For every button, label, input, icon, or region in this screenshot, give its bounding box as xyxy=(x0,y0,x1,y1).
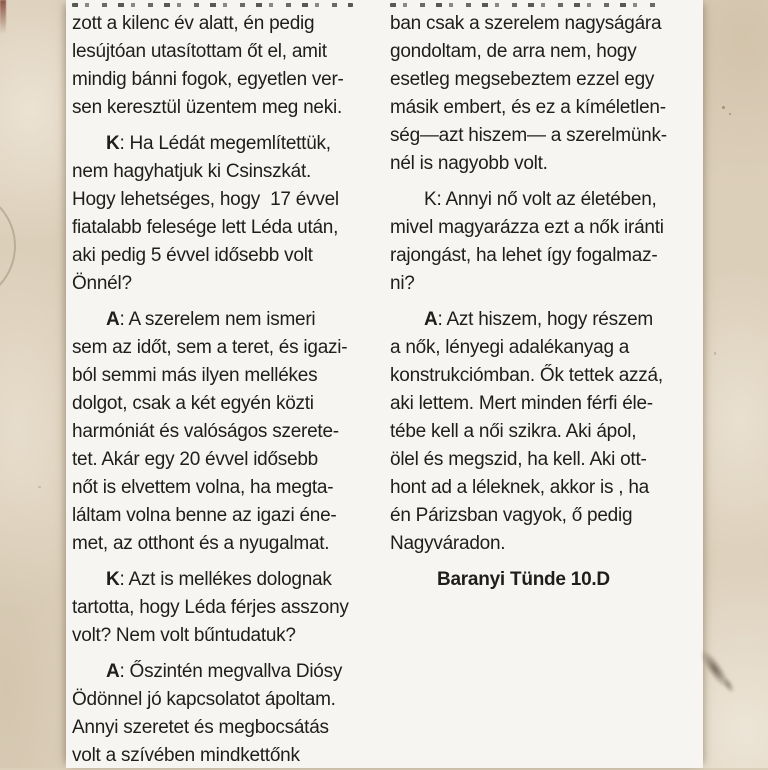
text-line: sem az időt, sem a teret, és igazi- xyxy=(72,337,348,358)
text-line: láltam volna benne az igazi éne- xyxy=(72,505,337,526)
paragraph xyxy=(390,306,700,558)
text-line: aki pedig 5 évvel idősebb volt xyxy=(72,245,313,266)
text-column-left xyxy=(72,0,366,768)
text-line: tébe kell a női szikra. Aki ápol, xyxy=(390,421,637,442)
paper-speck xyxy=(729,113,731,115)
speaker-label: A xyxy=(424,309,438,330)
speaker-label: K xyxy=(106,133,120,154)
text-line: ni? xyxy=(390,273,415,294)
document-page xyxy=(66,0,703,768)
paper-ink-smudge-tail xyxy=(720,675,737,695)
text-line: dolgot, csak a két egyén közti xyxy=(72,393,314,414)
text-line: volt? Nem volt bűntudatuk? xyxy=(72,625,296,646)
speaker-label: K xyxy=(424,189,437,210)
text-line: Baranyi Tünde 10.D xyxy=(437,569,610,590)
text-line: ölel és megszid, ha kell. Aki ott- xyxy=(390,449,647,470)
paragraph xyxy=(72,566,366,650)
text-line: ban csak a szerelem nagyságára xyxy=(390,13,662,34)
text-line: lesújtóan utasítottam őt el, amit xyxy=(72,41,327,62)
text-line: nem hagyhatjuk ki Csinszkát. xyxy=(72,161,312,182)
text-line: én Párizsban vagyok, ő pedig xyxy=(390,505,633,526)
paper-speck xyxy=(714,352,716,355)
text-line: A: Őszintén megvallva Diósy xyxy=(106,661,343,682)
text-line: fiatalabb felesége lett Léda után, xyxy=(72,217,339,238)
text-column-right xyxy=(390,0,700,768)
text-line: nél is nagyobb volt. xyxy=(390,153,548,174)
text-line: mindig bánni fogok, egyetlen ver- xyxy=(72,69,344,90)
text-line: K: Ha Lédát megemlítettük, xyxy=(106,133,331,154)
clipped-top-line-remnant xyxy=(72,3,353,7)
paragraph xyxy=(72,10,366,122)
text-line: met, az otthont és a nyugalmat. xyxy=(72,533,330,554)
text-line: harmóniát és valóságos szerete- xyxy=(72,421,339,442)
paragraph xyxy=(72,658,366,770)
text-line: Nagyváradon. xyxy=(390,533,506,554)
text-line: zott a kilenc év alatt, én pedig xyxy=(72,13,315,34)
text-line: aki lettem. Mert minden férfi éle- xyxy=(390,393,653,414)
text-line: Ödönnel jó kapcsolatot ápoltam. xyxy=(72,689,336,710)
text-line: sen keresztül üzentem meg neki. xyxy=(72,97,342,118)
speaker-label: A xyxy=(106,309,120,330)
text-line: rajongást, ha lehet így fogalmaz- xyxy=(390,245,658,266)
text-line: hont ad a léleknek, akkor is , ha xyxy=(390,477,649,498)
text-line: tartotta, hogy Léda férjes asszony xyxy=(72,597,349,618)
text-line: másik embert, és ez a kíméletlen- xyxy=(390,97,666,118)
author-signature xyxy=(390,566,700,594)
text-line: nőt is elvettem volna, ha megta- xyxy=(72,477,334,498)
text-line: mivel magyarázza ezt a nők iránti xyxy=(390,217,664,238)
paragraph xyxy=(72,130,366,298)
paper-speck xyxy=(38,486,41,488)
paper-speck xyxy=(722,106,725,109)
paragraph xyxy=(390,10,700,178)
clipped-top-line-remnant xyxy=(390,3,656,7)
text-line: Önnél? xyxy=(72,273,132,294)
text-line: K: Annyi nő volt az életében, xyxy=(424,189,657,210)
text-line: a nők, lényegi adalékanyag a xyxy=(390,337,630,358)
text-line: ség—azt hiszem— a szerelmünk- xyxy=(390,125,667,146)
paragraph xyxy=(390,186,700,298)
paper-circle-crease xyxy=(0,188,16,304)
speaker-label: A xyxy=(106,661,120,682)
text-line: Hogy lehetséges, hogy 17 évvel xyxy=(72,189,339,210)
paragraph xyxy=(72,306,366,558)
text-line: konstrukciómban. Ők tettek azzá, xyxy=(390,365,663,386)
text-line: ból semmi más ilyen mellékes xyxy=(72,365,318,386)
text-line: tet. Akár egy 20 évvel idősebb xyxy=(72,449,318,470)
speaker-label: K xyxy=(106,569,120,590)
text-line: K: Azt is mellékes dolognak xyxy=(106,569,332,590)
text-line: esetleg megsebeztem ezzel egy xyxy=(390,69,655,90)
text-line: Annyi szeretet és megbocsátás xyxy=(72,717,329,738)
text-line: volt a szívében mindkettőnk xyxy=(72,745,300,766)
text-line: gondoltam, de arra nem, hogy xyxy=(390,41,637,62)
paper-corner-stain xyxy=(0,0,6,34)
text-line: A: A szerelem nem ismeri xyxy=(106,309,316,330)
text-line: A: Azt hiszem, hogy részem xyxy=(424,309,653,330)
